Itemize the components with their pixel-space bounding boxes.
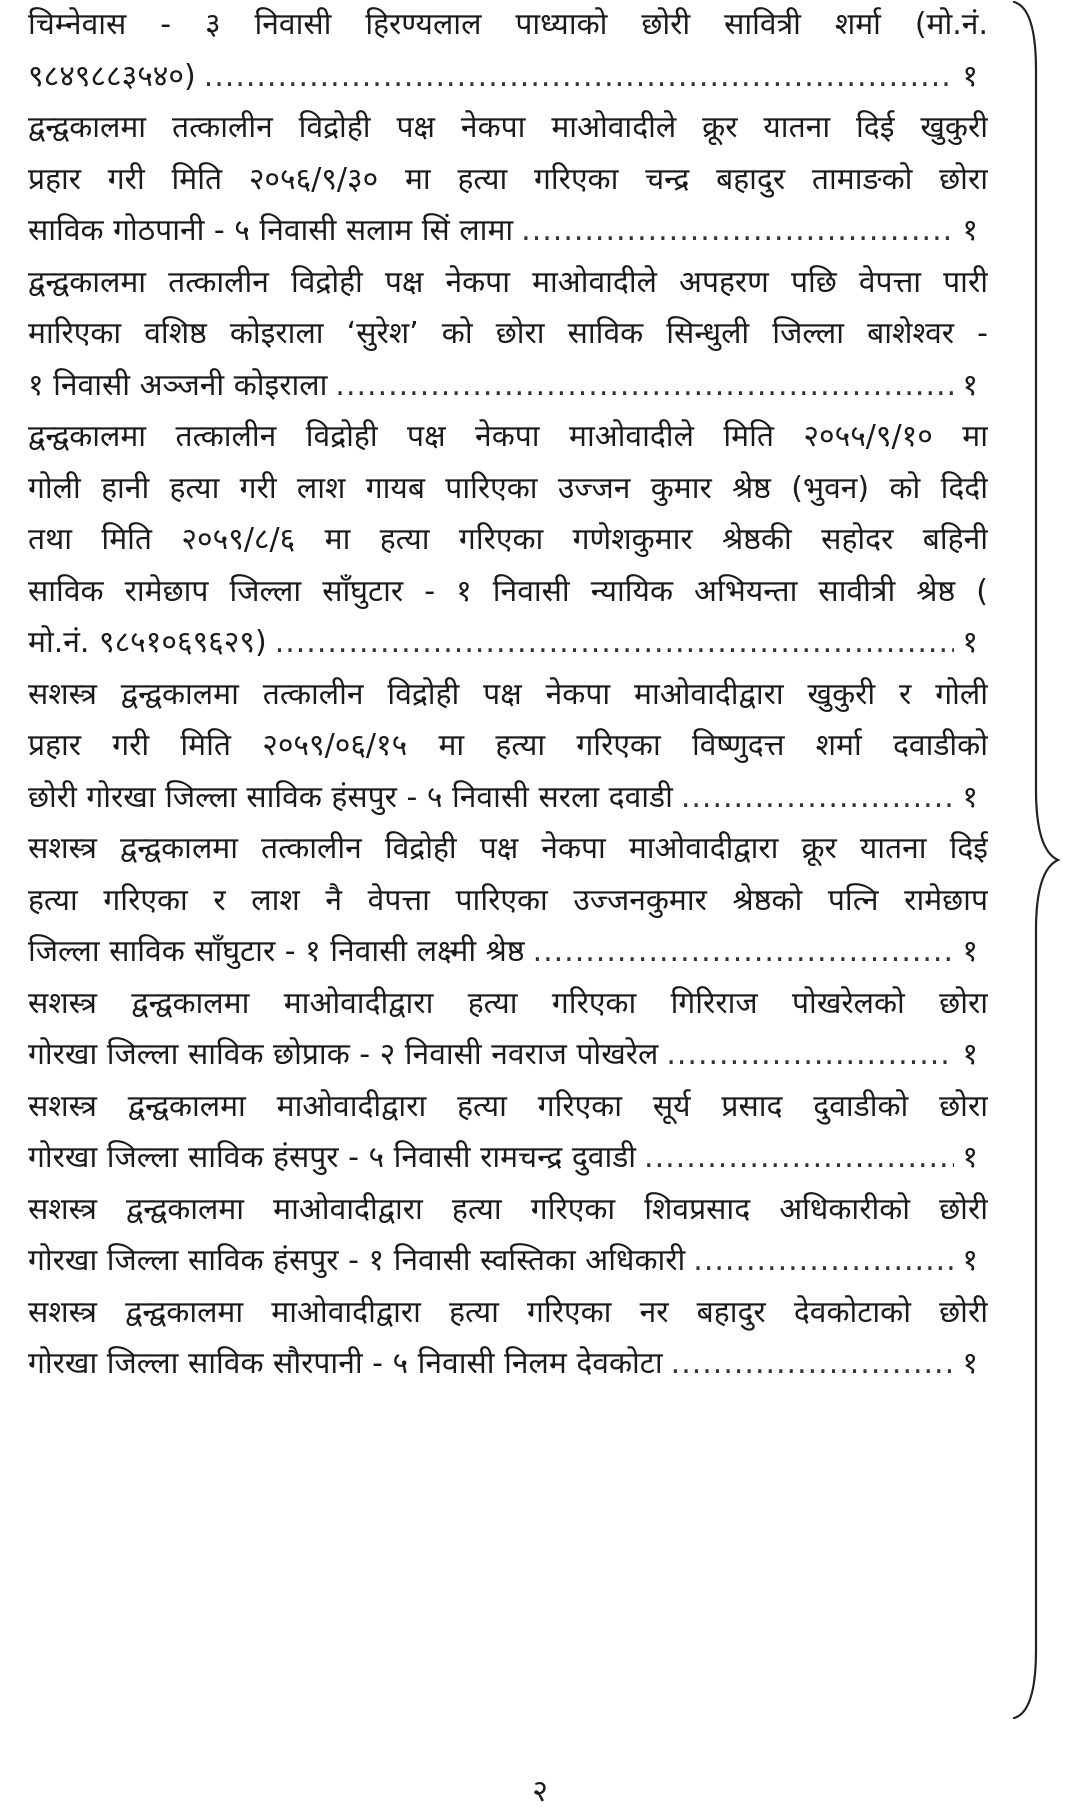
line-text: सशस्त्र द्वन्द्वकालमा तत्कालीन विद्रोही पक्ष नेकपा माओवादीद्वारा खुकुरी र गोली bbox=[28, 676, 988, 712]
line-text: साविक रामेछाप जिल्ला साँघुटार - १ निवासी न्यायिक अभियन्ता सावीत्री श्रेष्ठ ( bbox=[28, 573, 988, 609]
line-text: सशस्त्र द्वन्द्वकालमा तत्कालीन विद्रोही पक्ष नेकपा माओवादीद्वारा क्रूर यातना दिई bbox=[28, 831, 988, 866]
text-line bbox=[28, 876, 988, 926]
text-line bbox=[28, 721, 988, 771]
line-text: गोली हानी हत्या गरी लाश गायब पारिएका उज्जन कुमार श्रेष्ठ (भुवन) को दिदी bbox=[28, 470, 988, 506]
text-line bbox=[28, 361, 988, 411]
item-count: १ bbox=[962, 779, 978, 815]
item-count: १ bbox=[962, 367, 978, 403]
line-text: जिल्ला साविक साँघुटार - १ निवासी लक्ष्मी श्रेष्ठ bbox=[28, 934, 525, 969]
text-line bbox=[28, 1288, 988, 1338]
line-text: सशस्त्र द्वन्द्वकालमा माओवादीद्वारा हत्या गरिएका सूर्य प्रसाद दुवाडीको छोरा bbox=[28, 1088, 988, 1124]
text-line bbox=[28, 1030, 988, 1080]
text-line bbox=[28, 412, 988, 462]
dot-leader bbox=[644, 1133, 954, 1183]
text-line bbox=[28, 206, 988, 256]
dot-leader bbox=[275, 618, 955, 668]
text-line bbox=[28, 0, 988, 50]
line-text: गोरखा जिल्ला साविक सौरपानी - ५ निवासी निलम देवकोटा bbox=[28, 1346, 663, 1381]
text-line bbox=[28, 773, 988, 823]
line-text: प्रहार गरी मिति २०५६/९/३० मा हत्या गरिएका चन्द्र बहादुर तामाङको छोरा bbox=[28, 161, 988, 197]
item-count: १ bbox=[962, 1037, 978, 1072]
text-line bbox=[28, 927, 988, 977]
line-text: गोरखा जिल्ला साविक छोप्राक - २ निवासी नवराज पोखरेल bbox=[28, 1037, 659, 1072]
line-text: ९८४९८८३५४०) bbox=[28, 58, 196, 94]
line-text: गोरखा जिल्ला साविक हंसपुर - १ निवासी स्वस्तिका अधिकारी bbox=[28, 1243, 686, 1278]
line-text: द्वन्द्वकालमा तत्कालीन विद्रोही पक्ष नेकपा माओवादीले अपहरण पछि वेपत्ता पारी bbox=[28, 264, 988, 300]
text-line bbox=[28, 824, 988, 874]
item-count: १ bbox=[962, 58, 978, 94]
text-line bbox=[28, 155, 988, 205]
text-line bbox=[28, 567, 988, 617]
dot-leader bbox=[335, 361, 954, 411]
text-line bbox=[28, 309, 988, 359]
line-text: तथा मिति २०५९/८/६ मा हत्या गरिएका गणेशकुमार श्रेष्ठकी सहोदर बहिनी bbox=[28, 522, 988, 557]
dot-leader bbox=[666, 1030, 954, 1080]
text-line bbox=[28, 1133, 988, 1183]
line-text: मारिएका वशिष्ठ कोइराला ‘सुरेश’ को छोरा साविक सिन्धुली जिल्ला बाशेश्वर - bbox=[28, 316, 988, 351]
line-text: सशस्त्र द्वन्द्वकालमा माओवादीद्वारा हत्या गरिएका शिवप्रसाद अधिकारीको छोरी bbox=[28, 1191, 988, 1227]
text-line bbox=[28, 52, 988, 102]
line-text: १ निवासी अञ्जनी कोइराला bbox=[28, 367, 328, 403]
text-line bbox=[28, 1339, 988, 1389]
line-text: चिम्नेवास - ३ निवासी हिरण्यलाल पाध्याको छोरी सावित्री शर्मा (मो.नं. bbox=[28, 7, 988, 42]
item-count: १ bbox=[962, 934, 978, 969]
text-line bbox=[28, 258, 988, 308]
text-line bbox=[28, 979, 988, 1029]
text-line bbox=[28, 670, 988, 720]
text-line bbox=[28, 1185, 988, 1235]
item-count: १ bbox=[962, 625, 978, 660]
line-text: हत्या गरिएका र लाश नै वेपत्ता पारिएका उज्जनकुमार श्रेष्ठको पत्नि रामेछाप bbox=[28, 882, 988, 918]
item-count: १ bbox=[962, 213, 978, 248]
text-line bbox=[28, 103, 988, 153]
item-count: १ bbox=[962, 1346, 978, 1381]
dot-leader bbox=[671, 1339, 955, 1389]
text-line bbox=[28, 464, 988, 514]
text-line bbox=[28, 1082, 988, 1132]
line-text: द्वन्द्वकालमा तत्कालीन विद्रोही पक्ष नेकपा माओवादीले क्रूर यातना दिई खुकुरी bbox=[28, 110, 988, 145]
curly-brace-icon bbox=[1010, 0, 1070, 1720]
dot-leader bbox=[533, 927, 955, 977]
text-line bbox=[28, 1236, 988, 1286]
dot-leader bbox=[681, 773, 955, 823]
dot-leader bbox=[204, 52, 955, 102]
line-text: प्रहार गरी मिति २०५९/०६/१५ मा हत्या गरिएका विष्णुदत्त शर्मा दवाडीको bbox=[28, 728, 988, 763]
page-number: २ bbox=[532, 1774, 548, 1809]
line-text: गोरखा जिल्ला साविक हंसपुर - ५ निवासी रामचन्द्र दुवाडी bbox=[28, 1140, 637, 1175]
line-text: सशस्त्र द्वन्द्वकालमा माओवादीद्वारा हत्या गरिएका गिरिराज पोखरेलको छोरा bbox=[28, 985, 988, 1021]
item-count: १ bbox=[962, 1243, 978, 1278]
line-text: मो.नं. ९८५१०६९६२९) bbox=[28, 625, 267, 660]
line-text: सशस्त्र द्वन्द्वकालमा माओवादीद्वारा हत्या गरिएका नर बहादुर देवकोटाको छोरी bbox=[28, 1294, 988, 1330]
line-text: द्वन्द्वकालमा तत्कालीन विद्रोही पक्ष नेकपा माओवादीले मिति २०५५/९/१० मा bbox=[28, 419, 988, 454]
dot-leader bbox=[521, 206, 954, 256]
text-line bbox=[28, 618, 988, 668]
text-line bbox=[28, 515, 988, 565]
line-text: साविक गोठपानी - ५ निवासी सलाम सिं लामा bbox=[28, 213, 514, 248]
item-count: १ bbox=[962, 1140, 978, 1175]
dot-leader bbox=[693, 1236, 954, 1286]
line-text: छोरी गोरखा जिल्ला साविक हंसपुर - ५ निवासी सरला दवाडी bbox=[28, 779, 673, 815]
